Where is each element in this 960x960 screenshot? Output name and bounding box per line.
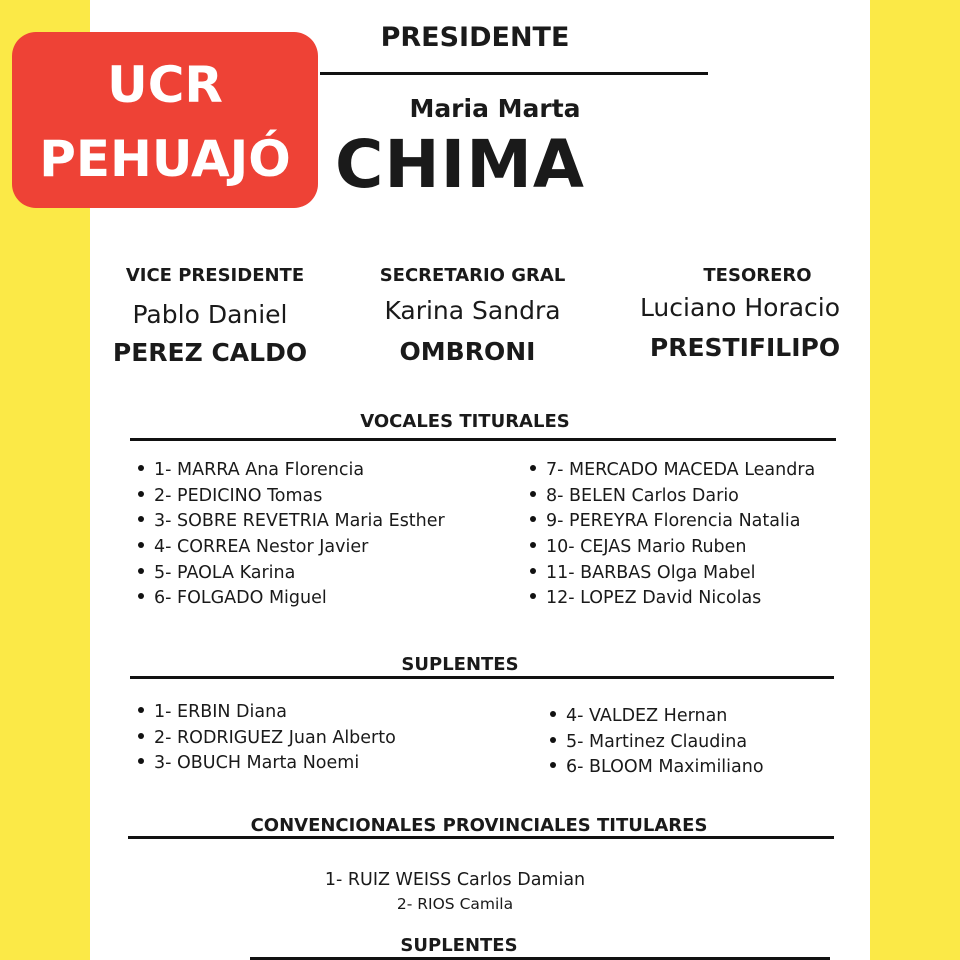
vocales-divider — [130, 438, 836, 441]
vocales-right-list — [530, 458, 815, 612]
bullet-icon — [550, 711, 556, 717]
secretary-first-name: Karina Sandra — [384, 296, 561, 325]
list-item — [530, 535, 815, 561]
convencional-item-1: 1- RUIZ WEISS Carlos Damian — [324, 870, 586, 890]
list-item — [138, 586, 445, 612]
vocales-title: VOCALES TITURALES — [360, 411, 570, 432]
president-last-name: CHIMA — [335, 126, 585, 203]
list-item — [138, 458, 445, 484]
bullet-icon — [530, 593, 536, 599]
list-item-text: 5- Martinez Claudina — [566, 731, 748, 752]
list-item-text: 9- PEREYRA Florencia Natalia — [546, 511, 801, 532]
list-item-text: 12- LOPEZ David Nicolas — [546, 588, 762, 609]
bullet-icon — [138, 593, 144, 599]
bullet-icon — [138, 733, 144, 739]
bullet-icon — [530, 465, 536, 471]
list-item — [530, 484, 815, 510]
secretary-last-name: OMBRONI — [399, 337, 536, 366]
suplentes-left-list — [138, 700, 396, 777]
bullet-icon — [530, 491, 536, 497]
vocales-left-list — [138, 458, 445, 612]
bullet-icon — [550, 762, 556, 768]
bullet-icon — [530, 568, 536, 574]
bullet-icon — [138, 568, 144, 574]
list-item-text: 5- PAOLA Karina — [154, 562, 296, 583]
convencionales-title: CONVENCIONALES PROVINCIALES TITULARES — [250, 815, 708, 836]
president-first-name: Maria Marta — [409, 94, 581, 123]
bullet-icon — [530, 542, 536, 548]
bullet-icon — [550, 737, 556, 743]
bullet-icon — [530, 516, 536, 522]
list-item-text: 6- FOLGADO Miguel — [154, 588, 327, 609]
vice-president-last-name: PEREZ CALDO — [112, 338, 308, 367]
convencionales-suplentes-title: SUPLENTES — [400, 935, 518, 956]
list-item — [530, 509, 815, 535]
suplentes-title: SUPLENTES — [401, 654, 519, 675]
list-item-text: 3- SOBRE REVETRIA Maria Esther — [154, 511, 445, 532]
list-item-text: 3- OBUCH Marta Noemi — [154, 753, 360, 774]
list-item — [550, 704, 764, 730]
party-badge — [12, 32, 318, 208]
convencional-item-2: 2- RIOS Camila — [396, 895, 514, 913]
list-item-text: 1- MARRA Ana Florencia — [154, 460, 365, 480]
list-item — [138, 700, 396, 726]
list-item-text: 8- BELEN Carlos Dario — [546, 485, 739, 506]
convencionales-divider — [128, 836, 834, 839]
bullet-icon — [138, 758, 144, 764]
list-item-text: 11- BARBAS Olga Mabel — [546, 562, 756, 583]
president-divider — [320, 72, 708, 75]
list-item-text: 2- PEDICINO Tomas — [154, 485, 323, 506]
suplentes-right-list — [550, 704, 764, 781]
badge-line-2: PEHUAJÓ — [39, 130, 291, 188]
list-item-text: 1- ERBIN Diana — [154, 702, 287, 722]
bullet-icon — [138, 465, 144, 471]
president-label: PRESIDENTE — [380, 22, 570, 53]
list-item-text: 6- BLOOM Maximiliano — [566, 757, 764, 778]
list-item — [530, 561, 815, 587]
list-item — [138, 751, 396, 777]
list-item-text: 4- CORREA Nestor Javier — [154, 537, 369, 558]
list-item — [138, 726, 396, 752]
list-item — [138, 535, 445, 561]
bullet-icon — [138, 542, 144, 548]
list-item-text: 7- MERCADO MACEDA Leandra — [546, 460, 816, 480]
list-item — [138, 484, 445, 510]
vice-president-label: VICE PRESIDENTE — [125, 265, 305, 286]
list-item-text: 2- RODRIGUEZ Juan Alberto — [154, 727, 396, 748]
badge-line-1: UCR — [107, 56, 223, 114]
bullet-icon — [138, 516, 144, 522]
list-item-text: 4- VALDEZ Hernan — [566, 706, 728, 726]
bullet-icon — [138, 491, 144, 497]
treasurer-label: TESORERO — [703, 265, 812, 286]
list-item — [138, 561, 445, 587]
suplentes-divider — [130, 676, 834, 679]
list-item — [550, 730, 764, 756]
list-item — [530, 586, 815, 612]
list-item — [550, 755, 764, 781]
list-item — [138, 509, 445, 535]
list-item-text: 10- CEJAS Mario Ruben — [546, 537, 747, 558]
treasurer-first-name: Luciano Horacio — [639, 293, 841, 322]
vice-president-first-name: Pablo Daniel — [132, 300, 288, 329]
treasurer-last-name: PRESTIFILIPO — [649, 333, 841, 362]
list-item — [530, 458, 815, 484]
secretary-label: SECRETARIO GRAL — [379, 265, 566, 286]
bullet-icon — [138, 707, 144, 713]
